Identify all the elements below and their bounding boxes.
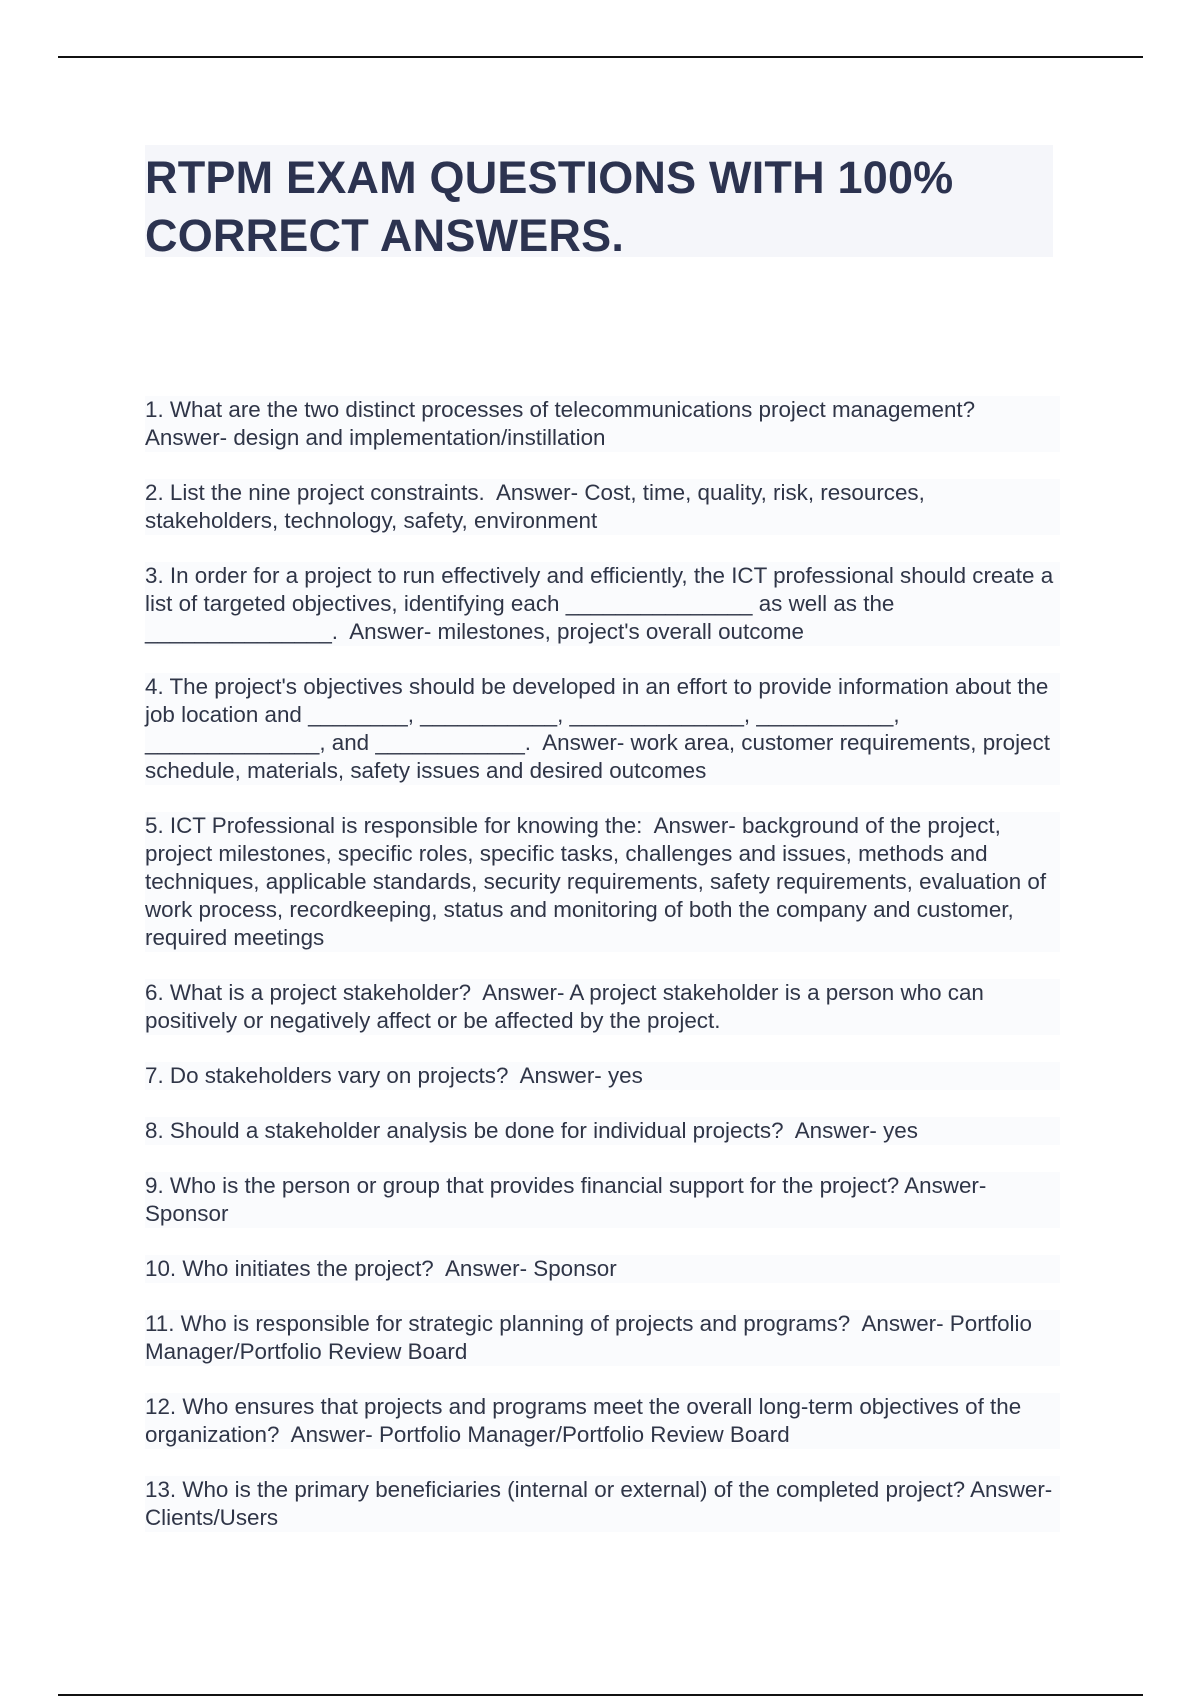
question-9: 9. Who is the person or group that provides financial support for the project? Answer- Sponsor	[145, 1172, 1060, 1228]
question-11: 11. Who is responsible for strategic planning of projects and programs? Answer- Portfolio Manager/Portfolio Review Board	[145, 1310, 1060, 1366]
question-6: 6. What is a project stakeholder? Answer- A project stakeholder is a person who can positively or negatively affect or be affected by the project.	[145, 979, 1060, 1035]
question-10: 10. Who initiates the project? Answer- Sponsor	[145, 1255, 1060, 1283]
bottom-rule	[58, 1694, 1143, 1696]
title-block	[145, 145, 1053, 261]
question-4: 4. The project's objectives should be developed in an effort to provide information about the job location and ________, ___________, ______________, ___________, ______________, and ____________. Answer- work area, customer requirements, project schedule, materials, safety issues and desired outcomes	[145, 673, 1060, 785]
page-title: RTPM EXAM QUESTIONS WITH 100% CORRECT ANSWERS.	[145, 152, 954, 261]
question-12: 12. Who ensures that projects and programs meet the overall long-term objectives of the organization? Answer- Portfolio Manager/Portfolio Review Board	[145, 1393, 1060, 1449]
question-7: 7. Do stakeholders vary on projects? Answer- yes	[145, 1062, 1060, 1090]
question-2: 2. List the nine project constraints. Answer- Cost, time, quality, risk, resources, stakeholders, technology, safety, environment	[145, 479, 1060, 535]
question-8: 8. Should a stakeholder analysis be done for individual projects? Answer- yes	[145, 1117, 1060, 1145]
question-5: 5. ICT Professional is responsible for knowing the: Answer- background of the project, project milestones, specific roles, specific tasks, challenges and issues, methods and techniques, applicable standards, security requirements, safety requirements, evaluation of work process, recordkeeping, status and monitoring of both the company and customer, required meetings	[145, 812, 1060, 952]
top-rule	[58, 56, 1143, 58]
question-3: 3. In order for a project to run effectively and efficiently, the ICT professional should create a list of targeted objectives, identifying each _______________ as well as the _______________. Answer- milestones, project's overall outcome	[145, 563, 1060, 644]
question-13: 13. Who is the primary beneficiaries (internal or external) of the completed project? Answer- Clients/Users	[145, 1477, 1059, 1530]
question-list	[145, 396, 1060, 1532]
question-1: 1. What are the two distinct processes of telecommunications project management? Answer- design and implementation/instillation	[145, 396, 1060, 452]
